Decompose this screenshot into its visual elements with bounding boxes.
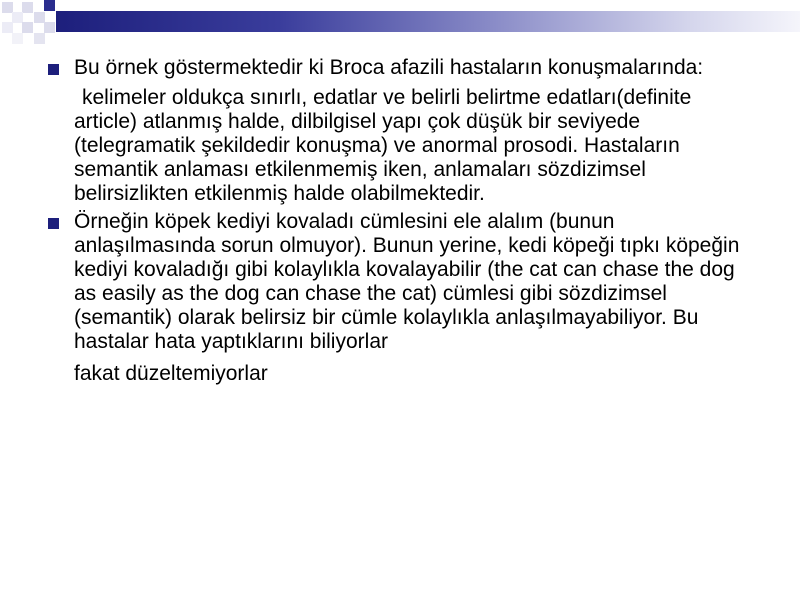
continuation-paragraph [48, 86, 758, 206]
decorative-square [12, 33, 23, 44]
bullet-item [48, 210, 758, 386]
decorative-square [44, 22, 55, 33]
decorative-square [22, 2, 33, 13]
header-gradient-bar [56, 11, 800, 32]
decorative-square [44, 0, 55, 11]
square-bullet-icon [48, 218, 59, 229]
decorative-square [22, 22, 33, 33]
square-bullet-icon [48, 64, 59, 75]
bullet-text: Örneğin köpek kediyi kovaladı cümlesini ele alalım (bunun anlaşılmasında sorun olmuyor). Bunun yerine, kedi köpeği tıpkı köpeğin kediyi kovaladığı gibi kolaylıkla kovalayabilir (the cat can chase the dog as easily as the dog can chase the cat) cümlesi gibi sözdizimsel (semantik) olarak belirsiz bir cümle kolaylıkla anlaşılmayabiliyor. Bu hastalar hata yaptıklarını biliyorlar [74, 210, 740, 353]
continuation-text: kelimeler oldukça sınırlı, edatlar ve belirli belirtme edatları(definite article) atlanmış halde, dilbilgisel yapı çok düşük bir seviyede (telegramatik şekildedir konuşma) ve anormal prosodi. Hastaların semantik anlaması etkilenmemiş iken, anlamaları sözdizimsel belirsizlikten etkilenmiş halde olabilmektedir. [74, 86, 692, 205]
decorative-square [2, 22, 13, 33]
bullet-item [48, 56, 758, 80]
bullet-last-line: fakat düzeltemiyorlar [74, 362, 268, 385]
slide-body [48, 56, 758, 386]
bullet-text: Bu örnek göstermektedir ki Broca afazili hastaların konuşmalarında: [74, 56, 704, 79]
decorative-square [34, 33, 45, 44]
